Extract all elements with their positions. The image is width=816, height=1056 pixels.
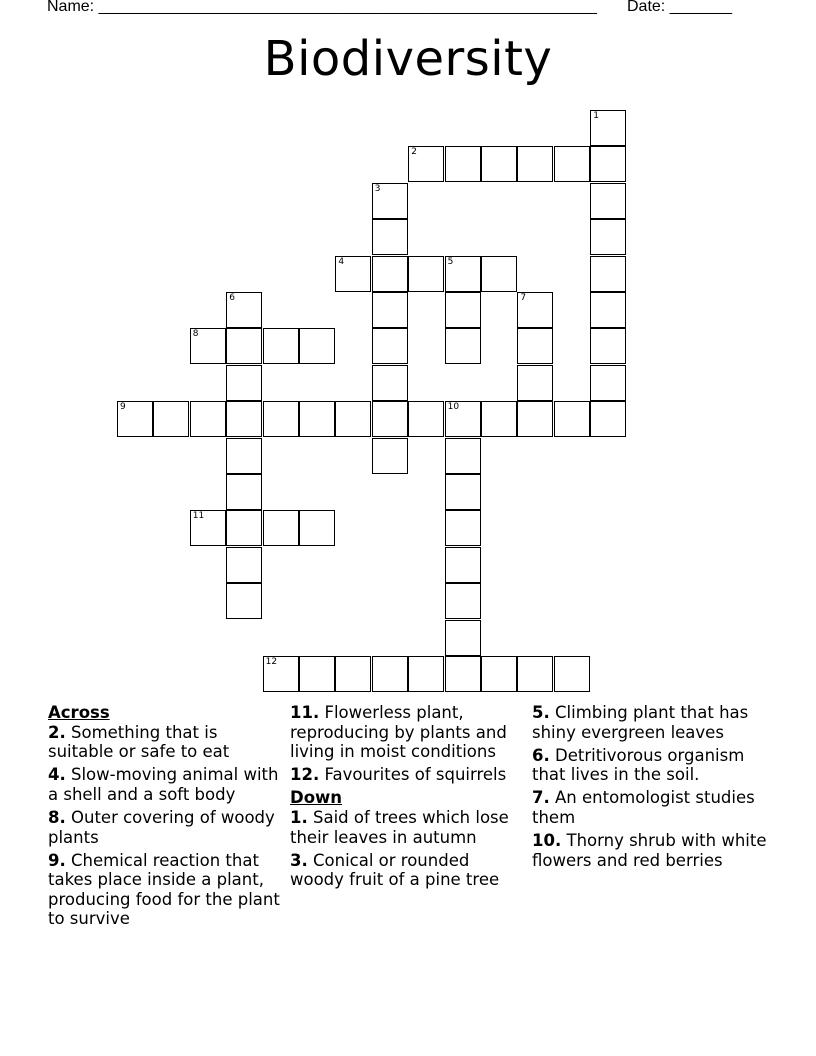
grid-cell[interactable] (445, 292, 481, 328)
grid-cell[interactable] (408, 256, 444, 292)
grid-cell[interactable] (554, 656, 590, 692)
grid-cell[interactable] (226, 365, 262, 401)
clue-down-1: 1. Said of trees which lose their leaves in autumn (290, 807, 509, 847)
clue-number: 1 (593, 111, 599, 121)
grid-cell[interactable] (590, 219, 626, 255)
clue-column-3 (532, 703, 768, 874)
grid-cell[interactable] (226, 474, 262, 510)
clue-down-10: 10. Thorny shrub with white flowers and red berries (532, 831, 767, 870)
grid-cell[interactable] (372, 656, 408, 692)
clue-number: 8 (192, 329, 199, 340)
grid-cell[interactable] (408, 146, 444, 182)
grid-cell[interactable] (517, 365, 553, 401)
name-field: Name: ________________________________________________________ (47, 0, 597, 15)
grid-cell[interactable] (517, 401, 553, 437)
grid-cell[interactable] (299, 510, 335, 546)
grid-cell[interactable] (263, 328, 299, 364)
grid-cell[interactable] (590, 401, 626, 437)
clue-down-3: 3. Conical or rounded woody fruit of a pine tree (290, 850, 500, 890)
grid-cell[interactable] (372, 183, 408, 219)
grid-cell[interactable] (190, 510, 226, 546)
grid-cell[interactable] (445, 547, 481, 583)
grid-cell[interactable] (372, 292, 408, 328)
clue-number: 4 (338, 256, 345, 267)
grid-cell[interactable] (445, 146, 481, 182)
grid-cell[interactable] (445, 583, 481, 619)
date-field: Date: _______ (627, 0, 732, 15)
grid-cell[interactable] (263, 656, 299, 692)
grid-cell[interactable] (517, 292, 553, 328)
grid-cell[interactable] (590, 328, 626, 364)
clue-number: 9 (120, 402, 126, 413)
grid-cell[interactable] (590, 365, 626, 401)
grid-cell[interactable] (445, 474, 481, 510)
clue-number: 3 (374, 183, 381, 194)
grid-cell[interactable] (372, 365, 408, 401)
grid-cell[interactable] (554, 146, 590, 182)
grid-cell[interactable] (226, 401, 262, 437)
grid-cell[interactable] (372, 328, 408, 364)
clue-down-5: 5. Climbing plant that has shiny evergreen leaves (532, 703, 749, 742)
grid-cell[interactable] (335, 656, 371, 692)
grid-cell[interactable] (299, 328, 335, 364)
grid-cell[interactable] (445, 656, 481, 692)
grid-cell[interactable] (481, 146, 517, 182)
grid-cell[interactable] (554, 401, 590, 437)
grid-cell[interactable] (372, 401, 408, 437)
grid-cell[interactable] (445, 620, 481, 656)
grid-cell[interactable] (445, 328, 481, 364)
grid-cell[interactable] (517, 656, 553, 692)
clue-number: 7 (520, 293, 527, 303)
grid-cell[interactable] (263, 401, 299, 437)
grid-cell[interactable] (517, 146, 553, 182)
grid-cell[interactable] (190, 401, 226, 437)
clue-number: 11 (192, 511, 205, 522)
grid-cell[interactable] (445, 401, 481, 437)
clue-across-9: 9. Chemical reaction that takes place inside a plant, producing food for the plant to survive (48, 850, 280, 929)
clue-column-2 (290, 703, 526, 893)
grid-cell[interactable] (190, 328, 226, 364)
grid-cell[interactable] (263, 510, 299, 546)
grid-cell[interactable] (517, 328, 553, 364)
clue-down-7: 7. An entomologist studies them (532, 788, 755, 827)
clue-number: 12 (265, 657, 278, 667)
clue-across-4: 4. Slow-moving animal with a shell and a soft body (48, 765, 279, 804)
grid-cell[interactable] (590, 146, 626, 182)
grid-cell[interactable] (226, 438, 262, 474)
grid-cell[interactable] (372, 219, 408, 255)
grid-cell[interactable] (408, 656, 444, 692)
grid-cell[interactable] (335, 401, 371, 437)
clue-column-1 (48, 703, 280, 933)
grid-cell[interactable] (299, 401, 335, 437)
clue-number: 2 (411, 147, 417, 158)
clue-down-6: 6. Detritivorous organism that lives in the soil. (532, 745, 745, 785)
puzzle-title: Biodiversity (263, 31, 553, 87)
grid-cell[interactable] (445, 510, 481, 546)
grid-cell[interactable] (590, 292, 626, 328)
grid-cell[interactable] (481, 656, 517, 692)
grid-cell[interactable] (372, 256, 408, 292)
clue-across-2: 2. Something that is suitable or safe to eat (48, 722, 230, 762)
grid-cell[interactable] (226, 583, 262, 619)
grid-cell[interactable] (299, 656, 335, 692)
clue-number: 5 (447, 256, 454, 267)
grid-cell[interactable] (335, 256, 371, 292)
grid-cell[interactable] (590, 110, 626, 146)
grid-cell[interactable] (481, 401, 517, 437)
grid-cell[interactable] (226, 547, 262, 583)
grid-cell[interactable] (590, 256, 626, 292)
grid-cell[interactable] (590, 183, 626, 219)
clue-number: 6 (229, 293, 235, 303)
clue-number: 10 (447, 402, 460, 413)
grid-cell[interactable] (226, 328, 262, 364)
grid-cell[interactable] (117, 401, 153, 437)
clue-across-12: 12. Favourites of squirrels (290, 765, 507, 785)
grid-cell[interactable] (226, 292, 262, 328)
grid-cell[interactable] (445, 256, 481, 292)
grid-cell[interactable] (408, 401, 444, 437)
down-heading: Down (290, 788, 343, 808)
grid-cell[interactable] (153, 401, 189, 437)
grid-cell[interactable] (372, 438, 408, 474)
across-heading: Across (48, 703, 110, 722)
clue-across-8: 8. Outer covering of woody plants (48, 807, 275, 847)
grid-cell[interactable] (445, 438, 481, 474)
grid-cell[interactable] (226, 510, 262, 546)
grid-cell[interactable] (481, 256, 517, 292)
clue-across-11: 11. Flowerless plant, reproducing by plants and living in moist conditions (290, 703, 507, 762)
